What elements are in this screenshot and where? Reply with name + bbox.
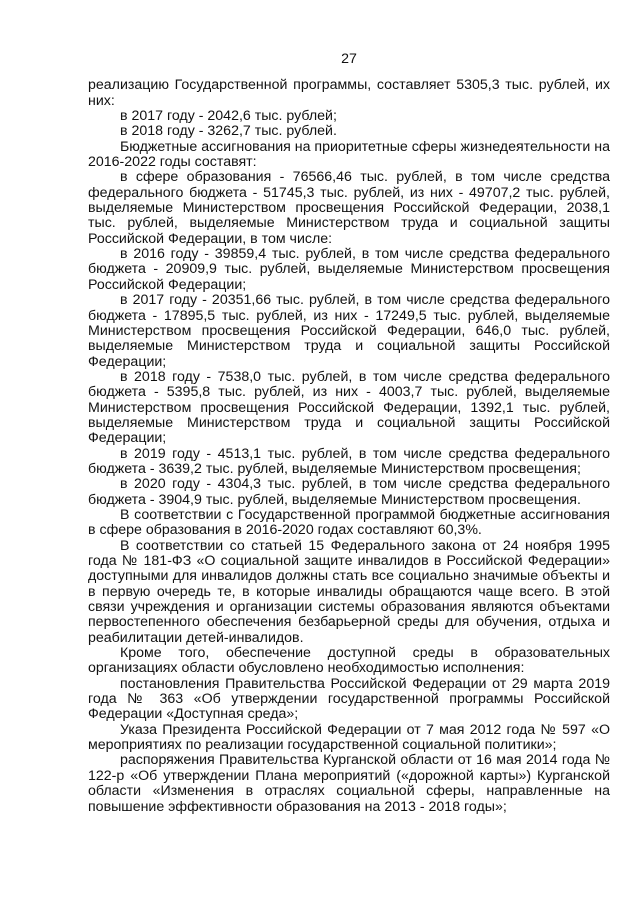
paragraph: В соответствии со статьей 15 Федерального закона от 24 ноября 1995 года № 181-ФЗ «О социальной защите инвалидов в Российской Федерации» доступными для инвалидов должны стать все социально значимые объекты и в первую очередь те, в которые инвалиды обращаются чаще всего. В этой связи учреждения и организации системы образования являются объектами первостепенного обеспечения безбарьерной среды для обучения, отдыха и реабилитации детей-инвалидов. [88, 537, 610, 646]
paragraph: Кроме того, обеспечение доступной среды в образовательных организациях области обусловлено необходимостью исполнения: [88, 645, 610, 677]
paragraph: реализацию Государственной программы, составляет 5305,3 тыс. рублей, их них: [88, 77, 610, 109]
paragraph: в 2018 году - 7538,0 тыс. рублей, в том числе средства федерального бюджета - 5395,8 тыс. рублей, из них - 4003,7 тыс. рублей, выделяемые Министерством просвещения Российской Федерации, 1392,1 тыс. рублей, выделяемые Министерством труда и социальной защиты Российской Федерации; [88, 368, 610, 447]
paragraph: в 2020 году - 4304,3 тыс. рублей, в том числе средства федерального бюджета - 3904,9 тыс. рублей, выделяемые Министерством просвещения. [88, 476, 610, 508]
page-number: 27 [341, 51, 357, 67]
paragraph: В соответствии с Государственной программой бюджетные ассигнования в сфере образования в 2016-2020 годах составляют 60,3%. [88, 506, 610, 539]
paragraph: в 2018 году - 3262,7 тыс. рублей. [120, 123, 337, 140]
paragraph: Бюджетные ассигнования на приоритетные сферы жизнедеятельности на 2016-2022 годы составят: [88, 138, 610, 171]
paragraph: в 2016 году - 39859,4 тыс. рублей, в том числе средства федерального бюджета - 20909,9 тыс. рублей, выделяемые Министерством просвещения Российской Федерации; [88, 246, 610, 293]
paragraph: Указа Президента Российской Федерации от 7 мая 2012 года № 597 «О мероприятиях по реализации государственной социальной политики»; [88, 721, 610, 754]
paragraph: в 2019 году - 4513,1 тыс. рублей, в том числе средства федерального бюджета - 3639,2 тыс. рублей, выделяемые Министерством просвещения; [88, 445, 610, 477]
paragraph: в 2017 году - 20351,66 тыс. рублей, в том числе средства федерального бюджета - 17895,5 тыс. рублей, из них - 17249,5 тыс. рублей, выделяемые Министерством просвещения Российской Федерации, 646,0 тыс. рублей, выделяемые Министерством труда и социальной защиты Российской Федерации; [88, 292, 610, 370]
paragraph: в сфере образования - 76566,46 тыс. рублей, в том числе средства федерального бюджета - 51745,3 тыс. рублей, из них - 49707,2 тыс. рублей, выделяемые Министерством просвещения Российской Федерации, 2038,1 тыс. рублей, выделяемые Министерством труда и социальной защиты Российской Федерации, в том числе: [88, 169, 610, 247]
document-page [88, 52, 610, 815]
paragraph: в 2017 году - 2042,6 тыс. рублей; [120, 108, 337, 125]
paragraph: распоряжения Правительства Курганской области от 16 мая 2014 года № 122-р «Об утверждении Плана мероприятий («дорожной карты») Курганской области «Изменения в отраслях социальной сферы, направленные на повышение эффективности образования на 2013 - 2018 годы»; [88, 752, 610, 815]
paragraph: постановления Правительства Российской Федерации от 29 марта 2019 года № 363 «Об утверждении государственной программы Российской Федерации «Доступная среда»; [88, 675, 610, 723]
document-body [88, 78, 610, 815]
